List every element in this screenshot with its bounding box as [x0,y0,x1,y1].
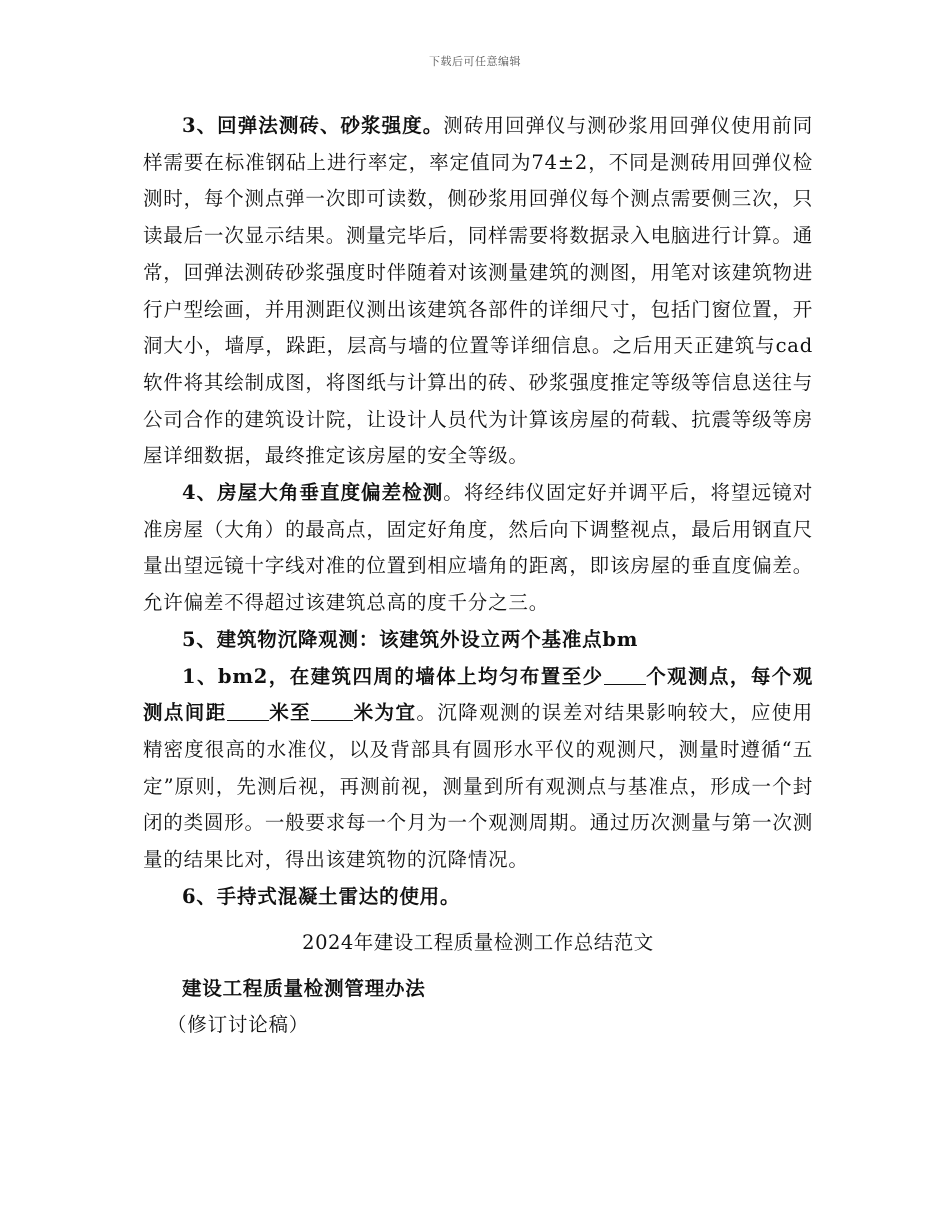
section-5b-paragraph [143,659,813,879]
section-5b-bold-2: 个观测点，每个观测点间距 [143,664,813,725]
section-5-paragraph [143,622,813,659]
section-6-heading: 6、手持式混凝土雷达的使用。 [182,884,461,908]
fill-blank [227,700,269,721]
document-subtitle: 建设工程质量检测管理办法 [182,977,426,1001]
document-title: 2024年建设工程质量检测工作总结范文 [302,931,654,955]
document-body [143,108,813,1043]
section-5-heading: 5、建筑物沉降观测：该建筑外设立两个基准点bm [182,627,639,651]
section-4-heading: 4、房屋大角垂直度偏差检测 [182,481,444,505]
page-header: 下载后可任意编辑 [429,55,521,68]
section-4-paragraph [143,475,813,622]
fill-blank [311,700,353,721]
section-4-body: 。将经纬仪固定好并调平后，将望远镜对准房屋（大角）的最高点，固定好角度，然后向下调整视点，最后用钢直尺量出望远镜十字线对准的位置到相应墙角的距离，即该房屋的垂直度偏差。允许偏差不得超过该建筑总高的度千分之三。 [143,481,814,615]
section-5b-bold-3: 米至 [268,701,312,725]
section-5b-body: 。沉降观测的误差对结果影响较大，应使用精密度很高的水准仪，以及背部具有圆形水平仪的观测尺，测量时遵循“五定”原则，先测后视，再测前视，测量到所有观测点与基准点，形成一个封闭的类圆形。一般要求每一个月为一个观测周期。通过历次测量与第一次测量的结果比对，得出该建筑物的沉降情况。 [143,701,813,872]
section-3-heading: 3、回弹法测砖、砂浆强度。 [182,114,444,137]
section-3-paragraph [143,108,813,475]
draft-note: （修订讨论稿） [167,1013,310,1037]
section-5b-bold-1: 1、bm2，在建筑四周的墙体上均匀布置至少 [182,664,604,688]
section-6-paragraph [143,879,813,916]
section-5b-bold-4: 米为宜 [353,701,417,725]
fill-blank [604,664,646,685]
section-3-body: 测砖用回弹仪与测砂浆用回弹仪使用前同样需要在标准钢砧上进行率定，率定值同为74±2，不同是测砖用回弹仪检测时，每个测点弹一次即可读数，侧砂浆用回弹仪每个测点需要侧三次，只读最后一次显示结果。测量完毕后，同样需要将数据录入电脑进行计算。通常，回弹法测砖砂浆强度时伴随着对该测量建筑的测图，用笔对该建筑物进行户型绘画，并用测距仪测出该建筑各部件的详细尺寸，包括门窗位置，开洞大小，墙厚，跺距，层高与墙的位置等详细信息。之后用天正建筑与cad软件将其绘制成图，将图纸与计算出的砖、砂浆强度推定等级等信息送往与公司合作的建筑设计院，让设计人员代为计算该房屋的荷载、抗震等级等房屋详细数据，最终推定该房屋的安全等级。 [143,114,814,468]
